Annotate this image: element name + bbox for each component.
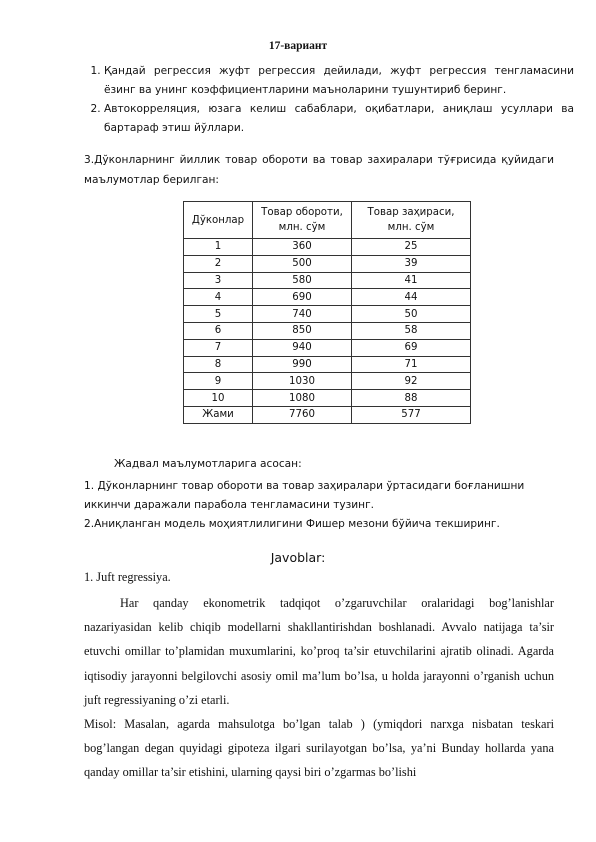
data-table <box>183 201 471 424</box>
answer-body <box>84 591 554 785</box>
table-row <box>184 339 471 356</box>
notes-list <box>84 477 554 534</box>
header-turnover: Товар обороти, млн. сўм <box>253 202 352 239</box>
answer-paragraph-2: Misol: Masalan, agarda mahsulotga bo’lgan talab ) (ymiqdori narxga nisbatan teskari bog’langan degan quyidagi gipoteza ilgari surilayotgan bo’lsa, ya’ni Bunday hollarda yana qanday omillar ta’sir etishini, ularning qaysi biri o’zgarmas bo’lishi <box>84 717 554 780</box>
table-cell: 500 <box>253 255 352 272</box>
table-cell: 5 <box>184 306 253 323</box>
table-header-row <box>184 202 471 239</box>
table-row <box>184 289 471 306</box>
table-cell: 580 <box>253 272 352 289</box>
table-cell: 69 <box>352 339 471 356</box>
table-row <box>184 255 471 272</box>
table-cell: 990 <box>253 356 352 373</box>
table-cell: 9 <box>184 373 253 390</box>
table-cell: 360 <box>253 239 352 256</box>
variant-title: 17-вариант <box>268 40 328 52</box>
table-cell: 740 <box>253 306 352 323</box>
table-row <box>184 239 471 256</box>
table-cell: 44 <box>352 289 471 306</box>
table-cell: 1 <box>184 239 253 256</box>
task-list <box>84 62 574 138</box>
table-cell: 8 <box>184 356 253 373</box>
table-row <box>184 322 471 339</box>
table-cell: 1080 <box>253 390 352 407</box>
note-item-1: 1. Дўконларнинг товар обороти ва товар заҳиралари ўртасидаги боғланишни иккинчи даражали парабола тенгламасини тузинг. <box>84 480 525 511</box>
table-row <box>184 390 471 407</box>
notes-heading: Жадвал маълумотларига асосан: <box>114 458 302 470</box>
table-body <box>184 239 471 424</box>
table-row <box>184 306 471 323</box>
table-cell: 1030 <box>253 373 352 390</box>
table-cell: 4 <box>184 289 253 306</box>
table-cell: 577 <box>352 406 471 423</box>
table-cell: 2 <box>184 255 253 272</box>
table-cell: 7 <box>184 339 253 356</box>
table-cell: 71 <box>352 356 471 373</box>
table-cell: 58 <box>352 322 471 339</box>
header-stocks: Товар заҳираси, млн. сўм <box>352 202 471 239</box>
table-row <box>184 373 471 390</box>
answers-title: Javoblar: <box>270 550 326 565</box>
table-cell: 690 <box>253 289 352 306</box>
answer-paragraph-1: Har qanday ekonometrik tadqiqot o’zgaruvchilar oralaridagi bog’lanishlar nazariyasidan kelib chiqib modellarni shakllantirishdan boshlanadi. Avvalo natijaga ta’sir etuvchi omillar to’plamidan muxumlarini, ko’proq ta’sir etuvchilarini ajratib olinadi. Agarda iqtisodiy jarayonni belgilovchi asosiy omil ma’lum bo’lsa, u holda jarayonni o’rganish uchun juft regressiyaning o’zi etarli. <box>84 596 554 707</box>
header-stores: Дўконлар <box>184 202 253 239</box>
table-row <box>184 356 471 373</box>
table-cell: 50 <box>352 306 471 323</box>
table-cell: 88 <box>352 390 471 407</box>
task-3-intro: 3.Дўконларнинг йиллик товар обороти ва товар захиралари тўғрисида қуйидаги маълумотлар берилган: <box>84 154 554 186</box>
table-cell: 92 <box>352 373 471 390</box>
table-cell: Жами <box>184 406 253 423</box>
answer-subtitle: 1. Juft regressiya. <box>84 570 171 584</box>
table-cell: 41 <box>352 272 471 289</box>
table-cell: 10 <box>184 390 253 407</box>
table-cell: 39 <box>352 255 471 272</box>
table-cell: 25 <box>352 239 471 256</box>
task-item-1: 1. Қандай регрессия жуфт регрессия дейилади, жуфт регрессия тенгламасини ёзинг ва унинг коэффициентларини маъноларини тушунтириб беринг. <box>104 62 574 100</box>
table-cell: 3 <box>184 272 253 289</box>
table-row <box>184 272 471 289</box>
task-item-2: 2. Автокорреляция, юзага келиш сабаблари, оқибатлари, аниқлаш усуллари ва бартараф этиш йўллари. <box>104 100 574 138</box>
table-cell: 850 <box>253 322 352 339</box>
note-item-2: 2.Аниқланган модель моҳиятлилигини Фишер мезони бўйича текширинг. <box>84 518 500 530</box>
table-cell: 6 <box>184 322 253 339</box>
table-cell: 940 <box>253 339 352 356</box>
table-row <box>184 406 471 423</box>
table-cell: 7760 <box>253 406 352 423</box>
